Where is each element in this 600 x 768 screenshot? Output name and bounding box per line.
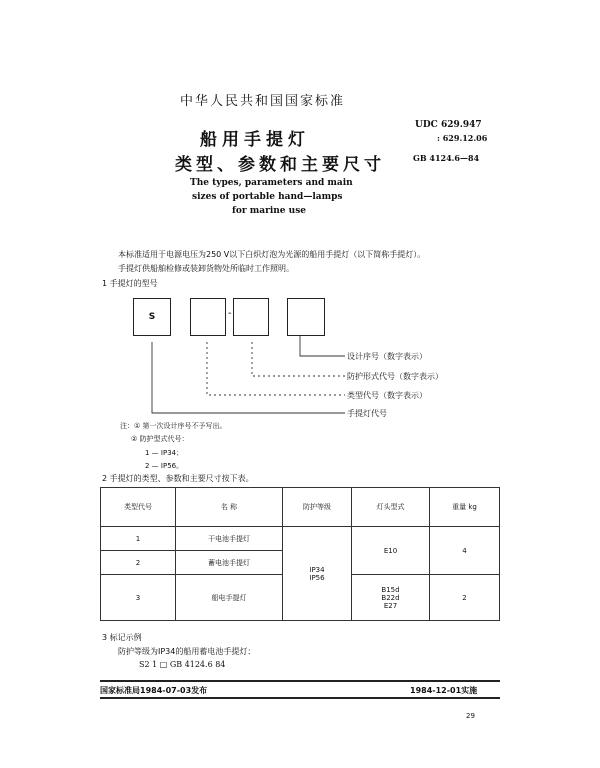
footer-rule-bottom: [100, 697, 500, 699]
standard-name: 中华人民共和国国家标准: [180, 94, 346, 109]
leader-protection: [252, 342, 345, 376]
th-lamp-cap: 灯头型式: [352, 488, 430, 527]
label-type-code: 类型代号（数字表示）: [347, 391, 427, 400]
cell-protection: [283, 527, 352, 621]
leader-lamp-code: [152, 342, 345, 413]
title-cn-line2: 类型、参数和主要尺寸: [175, 155, 385, 175]
cell-type-code: 1: [101, 527, 176, 551]
leader-design-seq: [300, 336, 345, 356]
model-box-prefix: S: [133, 298, 171, 336]
table-row: [101, 527, 500, 551]
title-en-line1: The types, parameters and main: [190, 178, 353, 188]
implemented-date: 1984-12-01实施: [410, 686, 478, 695]
label-lamp-code: 手提灯代号: [347, 409, 387, 418]
cell-lamp-cap-e10: E10: [352, 527, 430, 575]
intro-line2: 手提灯供船舶检修或装卸货物处所临时工作照明。: [118, 264, 294, 273]
protection-ip34: IP34: [309, 565, 325, 574]
intro-line1: 本标准适用于电源电压为250 V以下白炽灯泡为光源的船用手提灯（以下简称手提灯）。: [118, 250, 426, 259]
title-en-line3: for marine use: [232, 206, 307, 216]
title-cn-line1: 船用手提灯: [200, 130, 310, 150]
cell-type-code: 2: [101, 551, 176, 575]
th-weight: 重量 kg: [430, 488, 500, 527]
cell-name: 蓄电池手提灯: [176, 551, 283, 575]
table-header-row: [101, 488, 500, 527]
th-type-code: 类型代号: [101, 488, 176, 527]
cell-weight-4: 4: [430, 527, 500, 575]
footer-rule-top: [100, 680, 500, 682]
note-3: 1 — IP34；: [145, 449, 184, 457]
section1-title: 1 手提灯的型号: [102, 279, 158, 288]
note-1: 注：① 第一次设计序号不予写出。: [120, 422, 227, 430]
label-protection: 防护形式代号（数字表示）: [347, 372, 443, 381]
cell-name: 船电手提灯: [176, 575, 283, 621]
cap-b22d: B22d: [381, 593, 400, 602]
note-4: 2 — IP56。: [145, 462, 184, 470]
gb-number: GB 4124.6—84: [413, 153, 480, 163]
leader-type-code: [207, 342, 345, 395]
cell-weight-2: 2: [430, 575, 500, 621]
cap-b15d: B15d: [381, 585, 400, 594]
th-protection: 防护等级: [283, 488, 352, 527]
th-name: 名 称: [176, 488, 283, 527]
section3-title: 3 标记示例: [102, 633, 142, 642]
page-number: 29: [466, 712, 475, 720]
title-en-line2: sizes of portable hand—lamps: [192, 192, 343, 202]
udc-line2: : 629.12.06: [437, 133, 488, 143]
spec-table: [100, 487, 500, 621]
cell-type-code: 3: [101, 575, 176, 621]
cap-e27: E27: [383, 601, 398, 610]
note-2: ② 防护型式代号：: [131, 435, 189, 443]
cell-lamp-cap-multi: [352, 575, 430, 621]
label-design-seq: 设计序号（数字表示）: [347, 352, 427, 361]
protection-ip56: IP56: [309, 573, 325, 582]
issued-date: 国家标准局1984-07-03发布: [100, 686, 208, 695]
example-code: S2 1 □ GB 4124.6 84: [139, 660, 226, 669]
cell-name: 干电池手提灯: [176, 527, 283, 551]
udc-line1: UDC 629.947: [415, 120, 482, 130]
section2-title: 2 手提灯的类型、参数和主要尺寸按下表。: [102, 474, 254, 483]
model-dash: -: [228, 308, 232, 319]
example-desc: 防护等级为IP34的船用蓄电池手提灯：: [118, 647, 256, 656]
